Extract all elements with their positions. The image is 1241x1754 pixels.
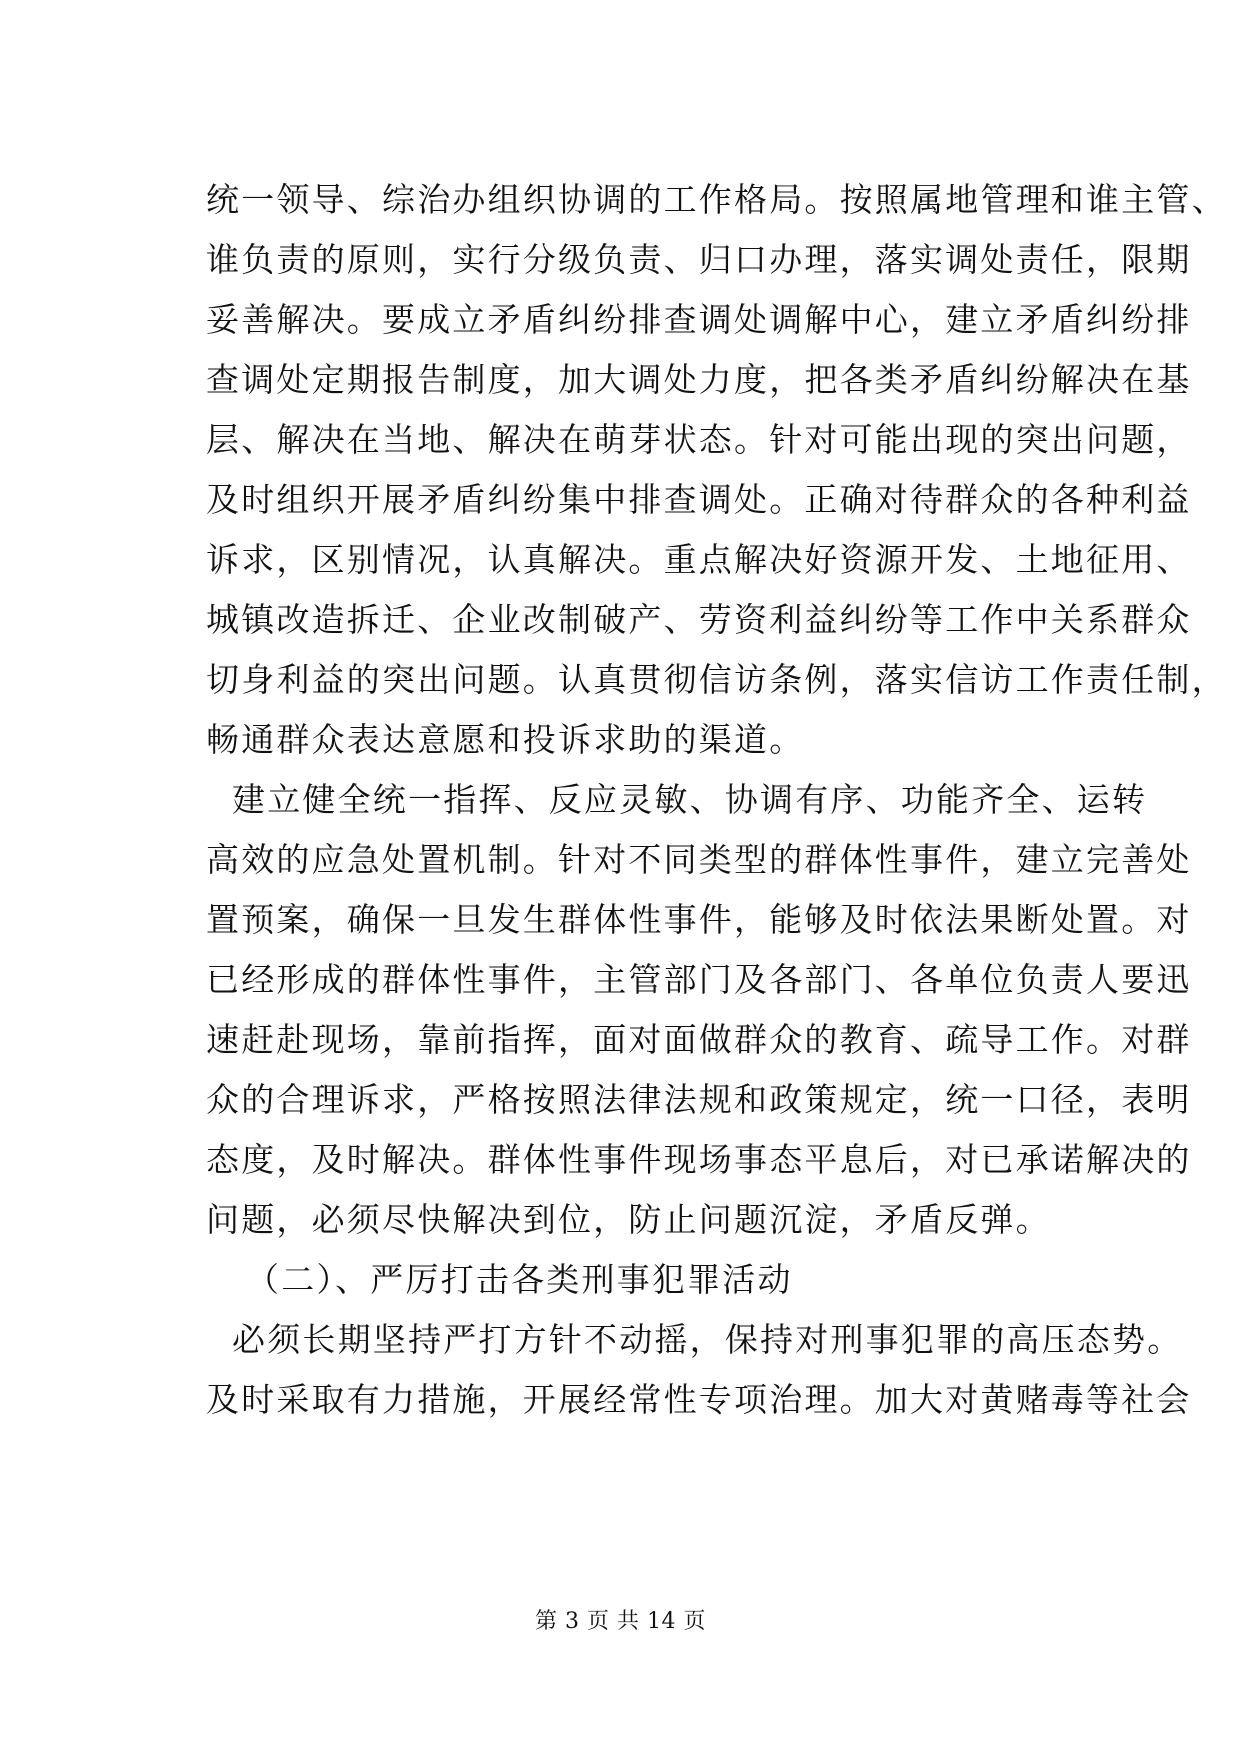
- text-line: 置预案，确保一旦发生群体性事件，能够及时依法果断处置。对: [206, 900, 1192, 939]
- text-line: 速赶赴现场，靠前指挥，面对面做群众的教育、疏导工作。对群: [206, 1020, 1192, 1059]
- text-line: 及时采取有力措施，开展经常性专项治理。加大对黄赌毒等社会: [206, 1380, 1192, 1419]
- text-line: 查调处定期报告制度，加大调处力度，把各类矛盾纠纷解决在基: [206, 360, 1192, 399]
- text-line: 已经形成的群体性事件，主管部门及各部门、各单位负责人要迅: [206, 960, 1192, 999]
- section-heading: （二）、严厉打击各类刑事犯罪活动: [246, 1260, 793, 1299]
- paragraph-first-line: 建立健全统一指挥、反应灵敏、协调有序、功能齐全、运转: [232, 780, 1148, 819]
- text-line: 诉求，区别情况，认真解决。重点解决好资源开发、土地征用、: [206, 540, 1192, 579]
- text-line: 妥善解决。要成立矛盾纠纷排查调处调解中心，建立矛盾纠纷排: [206, 300, 1192, 339]
- text-line: 众的合理诉求，严格按照法律法规和政策规定，统一口径，表明: [206, 1080, 1192, 1119]
- text-line: 谁负责的原则，实行分级负责、归口办理，落实调处责任，限期: [206, 240, 1192, 279]
- text-line: 城镇改造拆迁、企业改制破产、劳资利益纠纷等工作中关系群众: [206, 600, 1192, 639]
- text-line: 态度，及时解决。群体性事件现场事态平息后，对已承诺解决的: [206, 1140, 1192, 1179]
- text-line: 层、解决在当地、解决在萌芽状态。针对可能出现的突出问题，: [206, 420, 1192, 459]
- text-line: 高效的应急处置机制。针对不同类型的群体性事件，建立完善处: [206, 840, 1192, 879]
- text-line: 畅通群众表达意愿和投诉求助的渠道。: [206, 720, 805, 759]
- paragraph-first-line: 必须长期坚持严打方针不动摇，保持对刑事犯罪的高压态势。: [232, 1320, 1183, 1359]
- text-line: 及时组织开展矛盾纠纷集中排查调处。正确对待群众的各种利益: [206, 480, 1192, 519]
- text-line: 统一领导、综治办组织协调的工作格局。按照属地管理和谁主管、: [206, 180, 1227, 219]
- text-line: 问题，必须尽快解决到位，防止问题沉淀，矛盾反弹。: [206, 1200, 1051, 1239]
- page-number-footer: 第 3 页 共 14 页: [535, 1609, 706, 1634]
- text-line: 切身利益的突出问题。认真贯彻信访条例，落实信访工作责任制，: [206, 660, 1227, 699]
